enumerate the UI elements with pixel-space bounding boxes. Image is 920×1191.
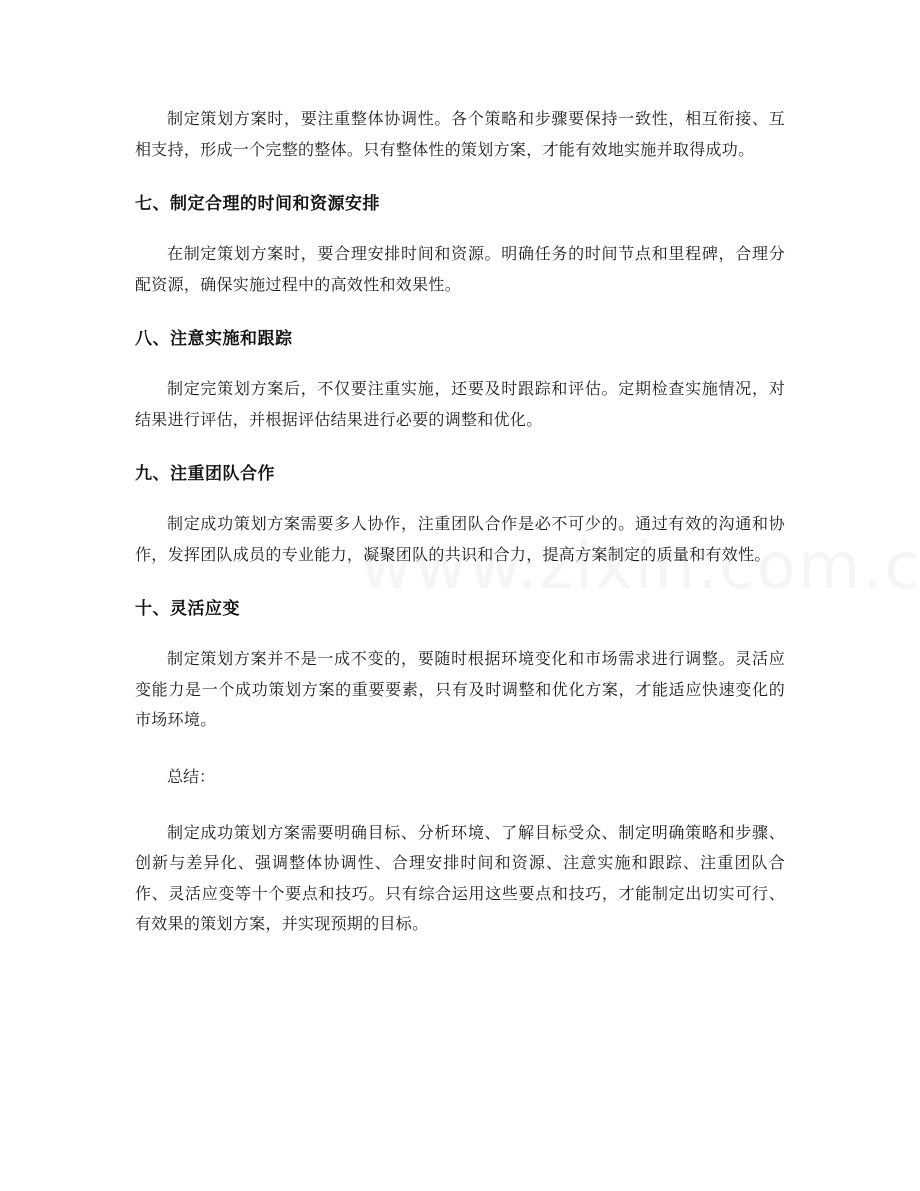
summary-label: 总结： (167, 766, 216, 786)
heading-section-9: 九、注重团队合作 (135, 464, 275, 484)
heading-section-7: 七、制定合理的时间和资源安排 (135, 194, 380, 214)
document-body (135, 104, 785, 966)
paragraph-section-9: 制定成功策划方案需要多人协作，注重团队合作是必不可少的。通过有效的沟通和协作，发挥团队成员的专业能力，凝聚团队的共识和合力，提高方案制定的质量和有效性。 (135, 514, 785, 564)
paragraph-integration: 制定策划方案时，要注重整体协调性。各个策略和步骤要保持一致性，相互衔接、互相支持，形成一个完整的整体。只有整体性的策划方案，才能有效地实施并取得成功。 (135, 109, 785, 159)
paragraph-section-10: 制定策划方案并不是一成不变的，要随时根据环境变化和市场需求进行调整。灵活应变能力是一个成功策划方案的重要要素，只有及时调整和优化方案，才能适应快速变化的市场环境。 (135, 649, 785, 729)
summary-paragraph: 制定成功策划方案需要明确目标、分析环境、了解目标受众、制定明确策略和步骤、创新与差异化、强调整体协调性、合理安排时间和资源、注意实施和跟踪、注重团队合作、灵活应变等十个要点和技巧。只有综合运用这些要点和技巧，才能制定出切实可行、有效果的策划方案，并实现预期的目标。 (135, 822, 785, 933)
heading-section-8: 八、注意实施和跟踪 (135, 329, 293, 349)
paragraph-section-8: 制定完策划方案后，不仅要注重实施，还要及时跟踪和评估。定期检查实施情况，对结果进行评估，并根据评估结果进行必要的调整和优化。 (135, 379, 785, 429)
paragraph-section-7: 在制定策划方案时，要合理安排时间和资源。明确任务的时间节点和里程碑，合理分配资源，确保实施过程中的高效性和效果性。 (135, 244, 785, 294)
heading-section-10: 十、灵活应变 (135, 599, 240, 619)
